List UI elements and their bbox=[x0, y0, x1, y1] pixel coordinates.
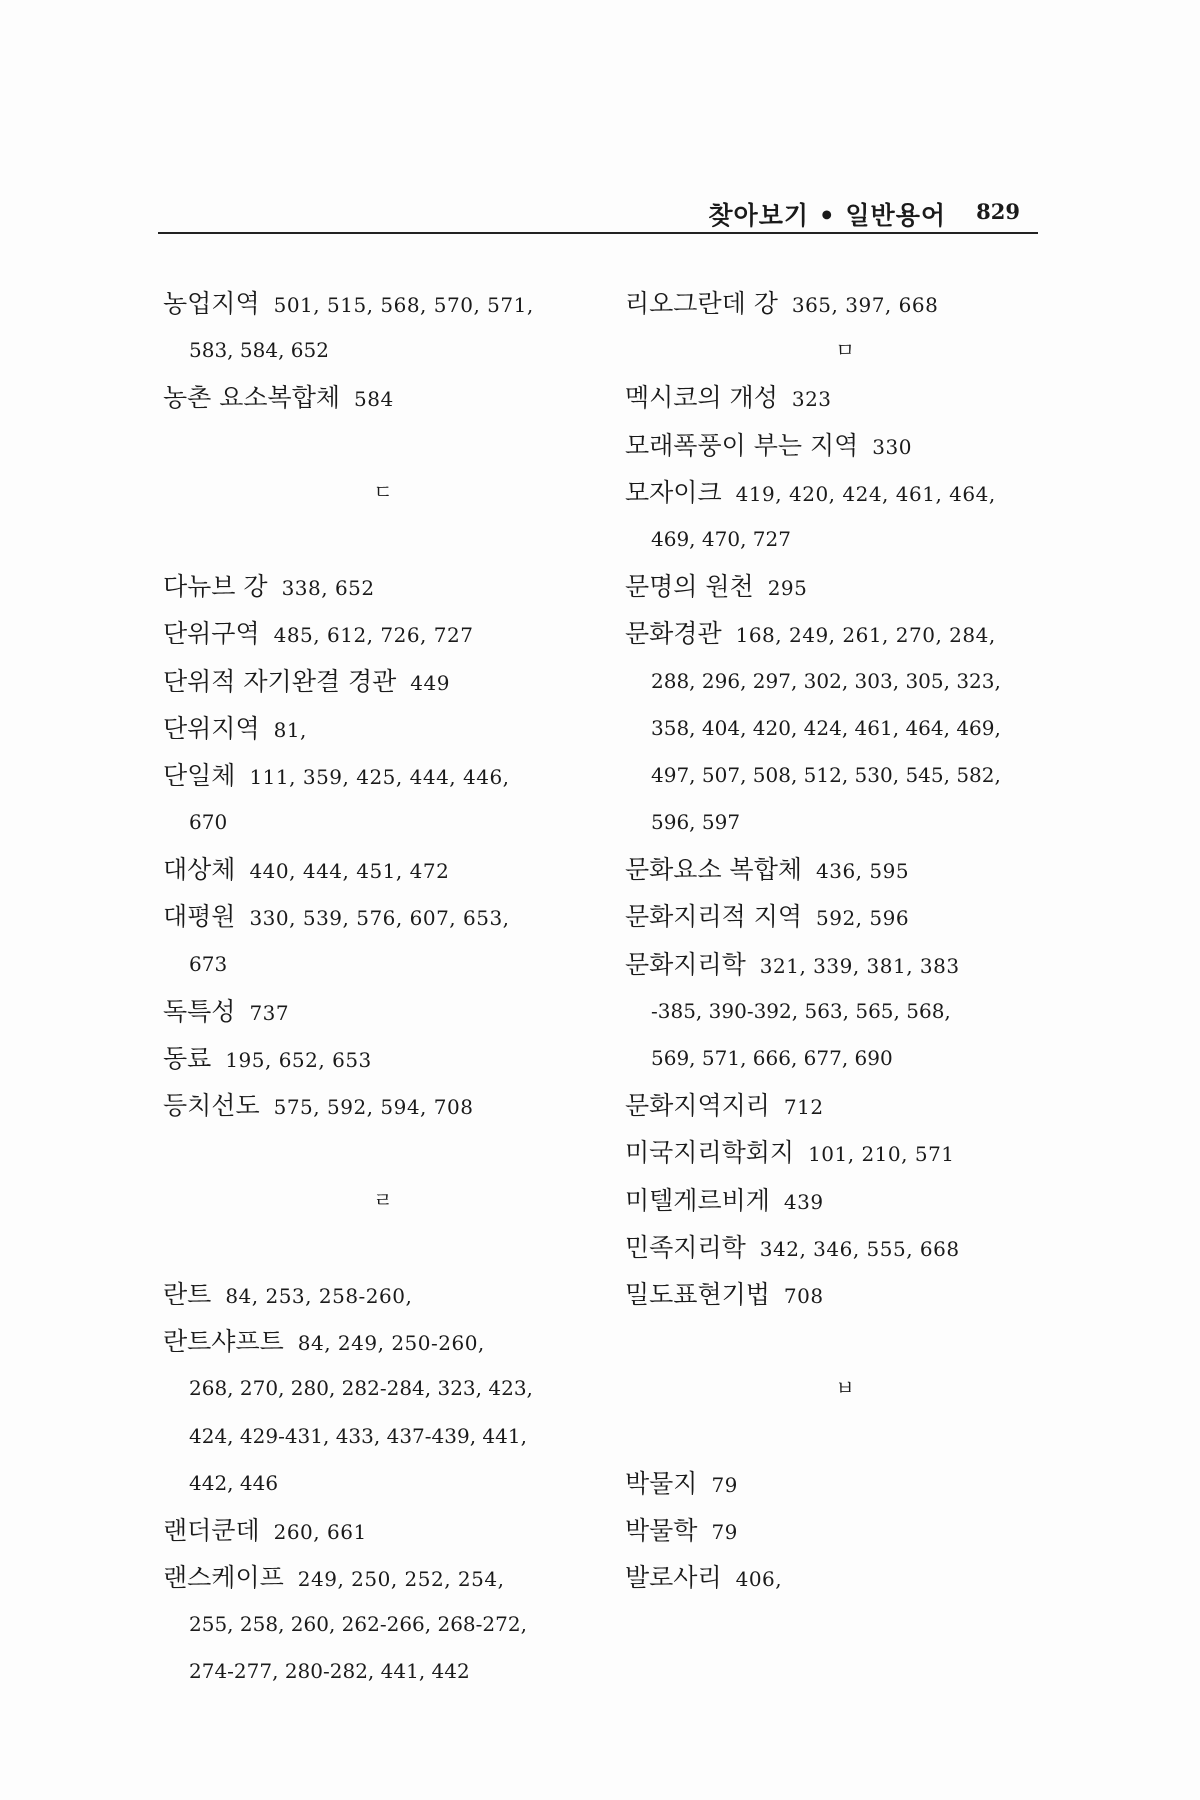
index-entry bbox=[163, 280, 603, 327]
entry-pages: 79 bbox=[711, 1519, 738, 1544]
entry-pages-continued: 424, 429-431, 433, 437-439, 441, bbox=[189, 1423, 527, 1448]
index-entry bbox=[163, 1035, 603, 1082]
entry-pages: 84, 253, 258-260, bbox=[225, 1283, 413, 1308]
entry-term: 리오그란데 강 bbox=[625, 289, 778, 318]
entry-pages: 330 bbox=[872, 434, 912, 459]
entry-term: 독특성 bbox=[163, 996, 236, 1026]
entry-term: 랜스케이프 bbox=[163, 1563, 284, 1593]
entry-term: 문화지리학 bbox=[625, 949, 746, 979]
spacer bbox=[625, 1413, 1065, 1460]
entry-term: 농촌 요소복합체 bbox=[163, 383, 340, 413]
entry-pages: 101, 210, 571 bbox=[808, 1142, 955, 1167]
index-entry bbox=[163, 846, 603, 893]
entry-term: 란트샤프트 bbox=[163, 1327, 284, 1357]
entry-pages-continued: 358, 404, 420, 424, 461, 464, 469, bbox=[651, 715, 1001, 740]
entry-term: 동료 bbox=[163, 1044, 212, 1073]
entry-pages: 419, 420, 424, 461, 464, bbox=[735, 481, 996, 506]
index-entry bbox=[163, 1082, 603, 1129]
entry-term: 단일체 bbox=[163, 760, 236, 790]
index-entry bbox=[625, 374, 1065, 421]
entry-term: 란트 bbox=[163, 1279, 212, 1309]
index-entry bbox=[163, 752, 603, 799]
entry-pages: 592, 596 bbox=[816, 906, 910, 931]
section-letter-d: ㄷ bbox=[373, 479, 393, 504]
index-entry bbox=[625, 893, 1065, 940]
entry-pages: 342, 346, 555, 668 bbox=[759, 1236, 960, 1261]
entry-pages: 249, 250, 252, 254, bbox=[297, 1567, 505, 1592]
entry-pages: 195, 652, 653 bbox=[225, 1048, 372, 1072]
entry-pages: 708 bbox=[783, 1283, 824, 1308]
entry-pages: 712 bbox=[783, 1095, 824, 1120]
index-entry bbox=[625, 1082, 1065, 1129]
header-title: 찾아보기 • 일반용어 bbox=[708, 201, 946, 230]
entry-pages: 575, 592, 594, 708 bbox=[273, 1095, 474, 1120]
index-entry bbox=[625, 1177, 1065, 1224]
index-entry bbox=[163, 1554, 603, 1601]
index-entry bbox=[163, 893, 603, 940]
entry-pages-continued: 670 bbox=[189, 810, 228, 835]
entry-term: 모자이크 bbox=[625, 477, 722, 507]
entry-pages-continued: 288, 296, 297, 302, 303, 305, 323, bbox=[651, 668, 1001, 693]
entry-pages-continued: 497, 507, 508, 512, 530, 545, 582, bbox=[651, 762, 1001, 787]
entry-term: 대상체 bbox=[163, 855, 236, 885]
index-entry bbox=[625, 941, 1065, 988]
entry-term: 문화요소 복합체 bbox=[625, 855, 802, 885]
entry-pages: 168, 249, 261, 270, 284, bbox=[735, 623, 996, 648]
entry-term: 문명의 원천 bbox=[625, 572, 754, 602]
index-entry bbox=[625, 1460, 1065, 1507]
entry-pages: 436, 595 bbox=[816, 859, 910, 884]
entry-term: 미국지리학회지 bbox=[625, 1138, 795, 1168]
index-column-left bbox=[163, 280, 603, 1696]
index-entry bbox=[625, 1554, 1065, 1601]
entry-term: 미텔게르비게 bbox=[625, 1185, 770, 1215]
entry-term: 문화경관 bbox=[625, 619, 722, 649]
index-entry bbox=[163, 1271, 603, 1318]
index-entry bbox=[163, 374, 603, 421]
entry-pages: 111, 359, 425, 444, 446, bbox=[249, 764, 510, 789]
entry-pages: 81, bbox=[273, 717, 307, 742]
entry-term: 모래폭풍이 부는 지역 bbox=[625, 430, 859, 460]
section-letter-m: ㅁ bbox=[835, 338, 855, 363]
entry-pages-continued: -385, 390-392, 563, 565, 568, bbox=[651, 998, 951, 1023]
page-number: 829 bbox=[976, 199, 1020, 224]
index-entry bbox=[625, 1129, 1065, 1176]
entry-pages: 338, 652 bbox=[281, 576, 375, 601]
entry-pages-continued: 673 bbox=[189, 951, 228, 976]
section-letter-r: ㄹ bbox=[373, 1187, 393, 1212]
entry-pages-continued: 583, 584, 652 bbox=[189, 338, 329, 363]
entry-term: 박물지 bbox=[625, 1468, 698, 1498]
index-entry bbox=[163, 1507, 603, 1554]
entry-term: 문화지역지리 bbox=[625, 1091, 770, 1121]
entry-pages: 295 bbox=[767, 576, 808, 601]
entry-term: 단위적 자기완결 경관 bbox=[163, 666, 397, 696]
entry-pages: 584 bbox=[354, 387, 394, 412]
entry-pages: 485, 612, 726, 727 bbox=[273, 623, 474, 648]
entry-pages: 323 bbox=[791, 387, 832, 412]
index-entry bbox=[625, 563, 1065, 610]
index-entry bbox=[625, 422, 1065, 469]
index-entry bbox=[163, 658, 603, 705]
entry-pages: 321, 339, 381, 383 bbox=[759, 953, 960, 978]
section-letter-b: ㅂ bbox=[835, 1376, 855, 1401]
entry-pages: 440, 444, 451, 472 bbox=[249, 859, 450, 884]
index-entry bbox=[625, 1507, 1065, 1554]
index-entry bbox=[625, 1224, 1065, 1271]
entry-term: 단위구역 bbox=[163, 619, 260, 649]
entry-pages-continued: 442, 446 bbox=[189, 1470, 279, 1495]
index-entry bbox=[163, 610, 603, 657]
entry-pages-continued: 274-277, 280-282, 441, 442 bbox=[189, 1659, 470, 1684]
entry-term: 박물학 bbox=[625, 1515, 698, 1545]
entry-term: 밀도표현기법 bbox=[625, 1279, 770, 1309]
entry-pages: 406, bbox=[735, 1567, 783, 1592]
spacer bbox=[163, 1129, 603, 1176]
entry-term: 농업지역 bbox=[163, 289, 260, 318]
index-entry bbox=[163, 705, 603, 752]
entry-pages-continued: 596, 597 bbox=[651, 810, 741, 835]
entry-pages-continued: 268, 270, 280, 282-284, 323, 423, bbox=[189, 1376, 533, 1401]
spacer bbox=[163, 1224, 603, 1271]
entry-term: 멕시코의 개성 bbox=[625, 383, 778, 413]
entry-term: 랜더쿤데 bbox=[163, 1515, 260, 1545]
entry-pages: 737 bbox=[249, 1000, 290, 1025]
index-entry bbox=[625, 469, 1065, 516]
entry-pages: 501, 515, 568, 570, 571, bbox=[273, 293, 534, 317]
index-entry bbox=[163, 988, 603, 1035]
index-entry bbox=[625, 280, 1065, 327]
spacer bbox=[163, 422, 603, 469]
entry-term: 다뉴브 강 bbox=[163, 572, 268, 602]
index-entry bbox=[163, 1318, 603, 1365]
entry-pages: 330, 539, 576, 607, 653, bbox=[249, 906, 510, 931]
entry-pages-continued: 569, 571, 666, 677, 690 bbox=[651, 1046, 893, 1070]
running-header bbox=[158, 196, 1038, 234]
spacer bbox=[163, 516, 603, 563]
entry-pages: 365, 397, 668 bbox=[791, 293, 939, 317]
index-column-right bbox=[625, 280, 1065, 1601]
entry-pages-continued: 469, 470, 727 bbox=[651, 526, 791, 551]
entry-term: 민족지리학 bbox=[625, 1232, 746, 1262]
index-entry bbox=[625, 846, 1065, 893]
entry-pages: 439 bbox=[783, 1189, 824, 1214]
entry-term: 대평원 bbox=[163, 902, 236, 932]
entry-pages-continued: 255, 258, 260, 262-266, 268-272, bbox=[189, 1612, 527, 1637]
entry-term: 문화지리적 지역 bbox=[625, 902, 802, 932]
entry-term: 발로사리 bbox=[625, 1563, 722, 1593]
entry-term: 단위지역 bbox=[163, 713, 260, 743]
index-entry bbox=[163, 563, 603, 610]
entry-pages: 84, 249, 250-260, bbox=[297, 1331, 485, 1356]
index-entry bbox=[625, 1271, 1065, 1318]
entry-term: 등치선도 bbox=[163, 1091, 260, 1121]
entry-pages: 79 bbox=[711, 1472, 738, 1497]
entry-pages: 449 bbox=[410, 670, 450, 695]
index-entry bbox=[625, 610, 1065, 657]
entry-pages: 260, 661 bbox=[273, 1519, 367, 1544]
spacer bbox=[625, 1318, 1065, 1365]
